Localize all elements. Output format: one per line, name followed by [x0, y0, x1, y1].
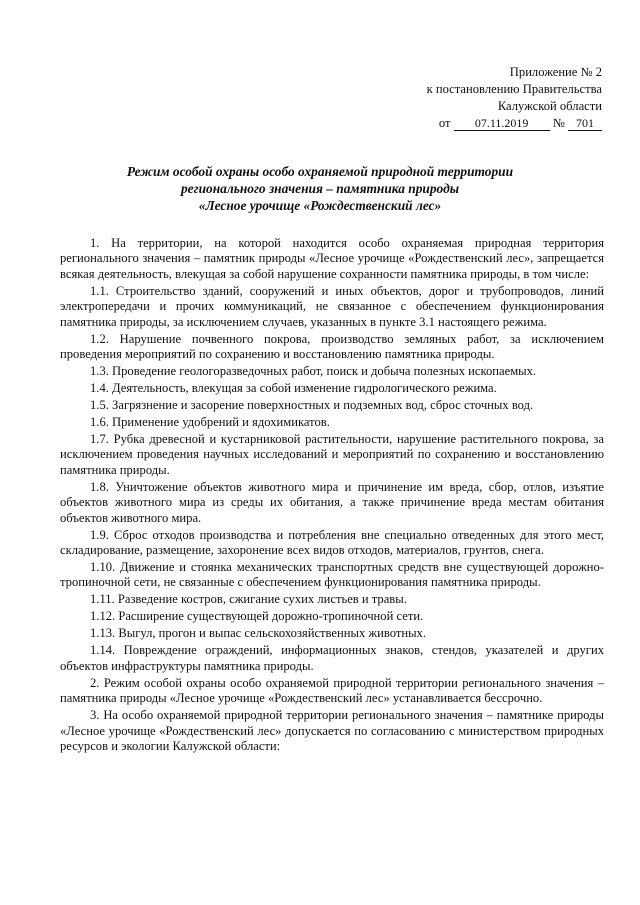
paragraph: 1.13. Выгул, прогон и выпас сельскохозяйственных животных. [90, 626, 426, 641]
paragraph: 1.4. Деятельность, влекущая за собой изменение гидрологического режима. [90, 381, 497, 396]
paragraph: 1.3. Проведение геологоразведочных работ, поиск и добыча полезных ископаемых. [90, 364, 537, 379]
paragraph: 1.12. Расширение существующей дорожно-тропиночной сети. [90, 609, 424, 624]
title-line-1: Режим особой охраны особо охраняемой природной территории [126, 164, 514, 179]
document-body [60, 236, 604, 756]
paragraph: 1.11. Разведение костров, сжигание сухих листьев и травы. [90, 592, 407, 607]
appendix-resolution: к постановлению Правительства [426, 82, 602, 96]
paragraph: 1.8. Уничтожение объектов животного мира и причинение им вреда, сбор, отлов, изъятие объектов животного мира из среды их обитания, а также причинение вреда местам обитания объектов животного мира. [60, 479, 604, 525]
paragraph: 1.2. Нарушение почвенного покрова, производство земляных работ, за исключением проведения мероприятий по сохранению и восстановлению памятника природы. [60, 331, 604, 362]
number-label: № [552, 116, 565, 130]
paragraph: 1.9. Сброс отходов производства и потребления вне специально отведенных для этого мест, складирование, размещение, захоронение всех видов отходов, материалов, грунтов, снега. [60, 527, 604, 558]
resolution-number: 701 [568, 116, 602, 131]
resolution-date: 07.11.2019 [454, 116, 550, 131]
from-label: от [438, 116, 451, 130]
paragraph: 3. На особо охраняемой природной территории регионального значения – памятнике природы «Лесное урочище «Рождественский лес» допускается по согласованию с министерством природных ресурсов и экологии Калужской области: [60, 708, 604, 754]
paragraph: 1.1. Строительство зданий, сооружений и иных объектов, дорог и трубопроводов, линий электропередачи и прочих коммуникаций, не связанное с обеспечением функционирования памятника природы, за исключением случаев, указанных в пункте 3.1 настоящего режима. [60, 283, 604, 329]
paragraph: 1.5. Загрязнение и засорение поверхностных и подземных вод, сброс сточных вод. [90, 398, 534, 413]
appendix-date-line [427, 115, 602, 132]
appendix-header [427, 64, 602, 132]
paragraph: 1.7. Рубка древесной и кустарниковой растительности, нарушение растительного покрова, за исключением проведения научных исследований и мероприятий по сохранению и восстановлению памятника природы. [60, 432, 604, 477]
title-line-3: «Лесное урочище «Рождественский лес» [198, 198, 442, 213]
title-line-2: регионального значения – памятника природы [180, 181, 460, 196]
paragraph: 2. Режим особой охраны особо охраняемой природной территории регионального значения – памятника природы «Лесное урочище «Рождественский лес» устанавливается бессрочно. [60, 675, 604, 706]
paragraph: 1.6. Применение удобрений и ядохимикатов. [90, 415, 330, 430]
paragraph: 1. На территории, на которой находится особо охраняемая природная территория регионального значения – памятник природы «Лесное урочище «Рождественский лес», запрещается всякая деятельность, влекущая за собой нарушение сохранности памятника природы, в том числе: [60, 236, 604, 281]
document-title [60, 163, 580, 214]
appendix-region: Калужской области [497, 99, 602, 113]
paragraph: 1.14. Повреждение ограждений, информационных знаков, стендов, указателей и других объектов инфраструктуры памятника природы. [60, 643, 604, 673]
appendix-number: Приложение № 2 [509, 65, 602, 79]
paragraph: 1.10. Движение и стоянка механических транспортных средств вне существующей дорожно-тропиночной сети, не связанные с обеспечением функционирования памятника природы. [60, 560, 604, 590]
